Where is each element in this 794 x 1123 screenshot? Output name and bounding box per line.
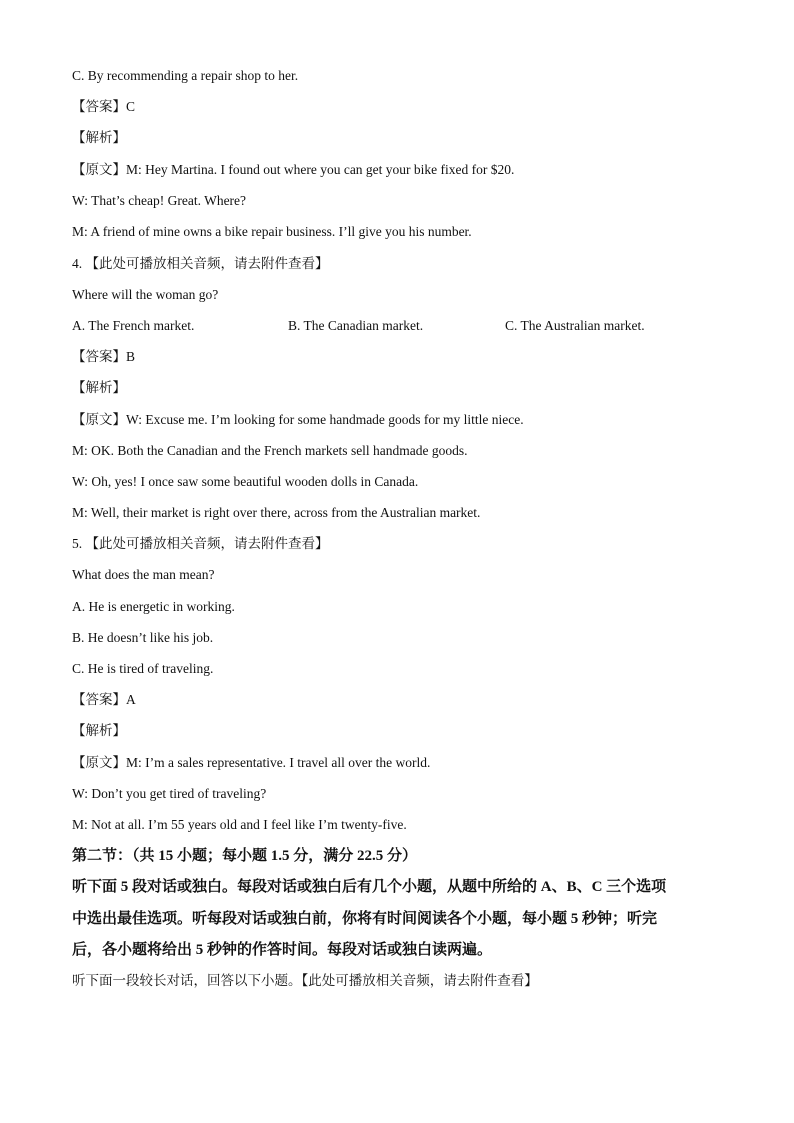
section-2-prompt: 听下面一段较长对话，回答以下小题。【此处可播放相关音频，请去附件查看】 <box>72 973 538 988</box>
q5-option-c: C. He is tired of traveling. <box>72 661 214 676</box>
q3-transcript-line: 【原文】M: Hey Martina. I found out where you can get your bike fixed for $20. <box>72 162 515 177</box>
q3-answer: 【答案】C <box>72 99 136 114</box>
q5-analysis-label: 【解析】 <box>72 723 126 738</box>
q5-transcript-line: M: Not at all. I’m 55 years old and I feel like I’m twenty-five. <box>72 817 407 832</box>
q4-analysis-label: 【解析】 <box>72 380 126 395</box>
q5-option-b: B. He doesn’t like his job. <box>72 630 214 645</box>
q4-transcript-line: M: OK. Both the Canadian and the French markets sell handmade goods. <box>72 443 468 458</box>
section-2-instructions-line: 中选出最佳选项。听每段对话或独白前，你将有时间阅读各个小题，每小题 5 秒钟；听完 <box>72 911 658 927</box>
q4-heading: 4. 【此处可播放相关音频，请去附件查看】 <box>72 256 329 271</box>
section-2-instructions-line: 后，各小题将给出 5 秒钟的作答时间。每段对话或独白读两遍。 <box>72 942 493 958</box>
q4-transcript-line: W: Oh, yes! I once saw some beautiful wooden dolls in Canada. <box>72 474 419 489</box>
q4-question: Where will the woman go? <box>72 287 219 302</box>
q4-option-a: A. The French market. <box>72 318 195 333</box>
q4-transcript-line: M: Well, their market is right over there, across from the Australian market. <box>72 505 481 520</box>
q3-transcript-line: W: That’s cheap! Great. Where? <box>72 193 247 208</box>
q3-analysis-label: 【解析】 <box>72 130 126 145</box>
q4-answer: 【答案】B <box>72 349 136 364</box>
q5-transcript-line: 【原文】M: I’m a sales representative. I travel all over the world. <box>72 755 431 770</box>
q5-heading: 5. 【此处可播放相关音频，请去附件查看】 <box>72 536 329 551</box>
q4-transcript-line: 【原文】W: Excuse me. I’m looking for some handmade goods for my little niece. <box>72 412 524 427</box>
q3-option-c: C. By recommending a repair shop to her. <box>72 68 299 83</box>
section-2-title: 第二节：（共 15 小题；每小题 1.5 分，满分 22.5 分） <box>72 848 418 864</box>
q3-transcript-line: M: A friend of mine owns a bike repair business. I’ll give you his number. <box>72 224 472 239</box>
q4-option-b: B. The Canadian market. <box>288 318 424 333</box>
section-2-instructions-line: 听下面 5 段对话或独白。每段对话或独白后有几个小题，从题中所给的 A、B、C 三个选项 <box>72 879 667 895</box>
q5-question: What does the man mean? <box>72 567 215 582</box>
q5-transcript-line: W: Don’t you get tired of traveling? <box>72 786 267 801</box>
q5-option-a: A. He is energetic in working. <box>72 599 235 614</box>
q5-answer: 【答案】A <box>72 692 136 707</box>
q4-option-c: C. The Australian market. <box>505 318 645 333</box>
